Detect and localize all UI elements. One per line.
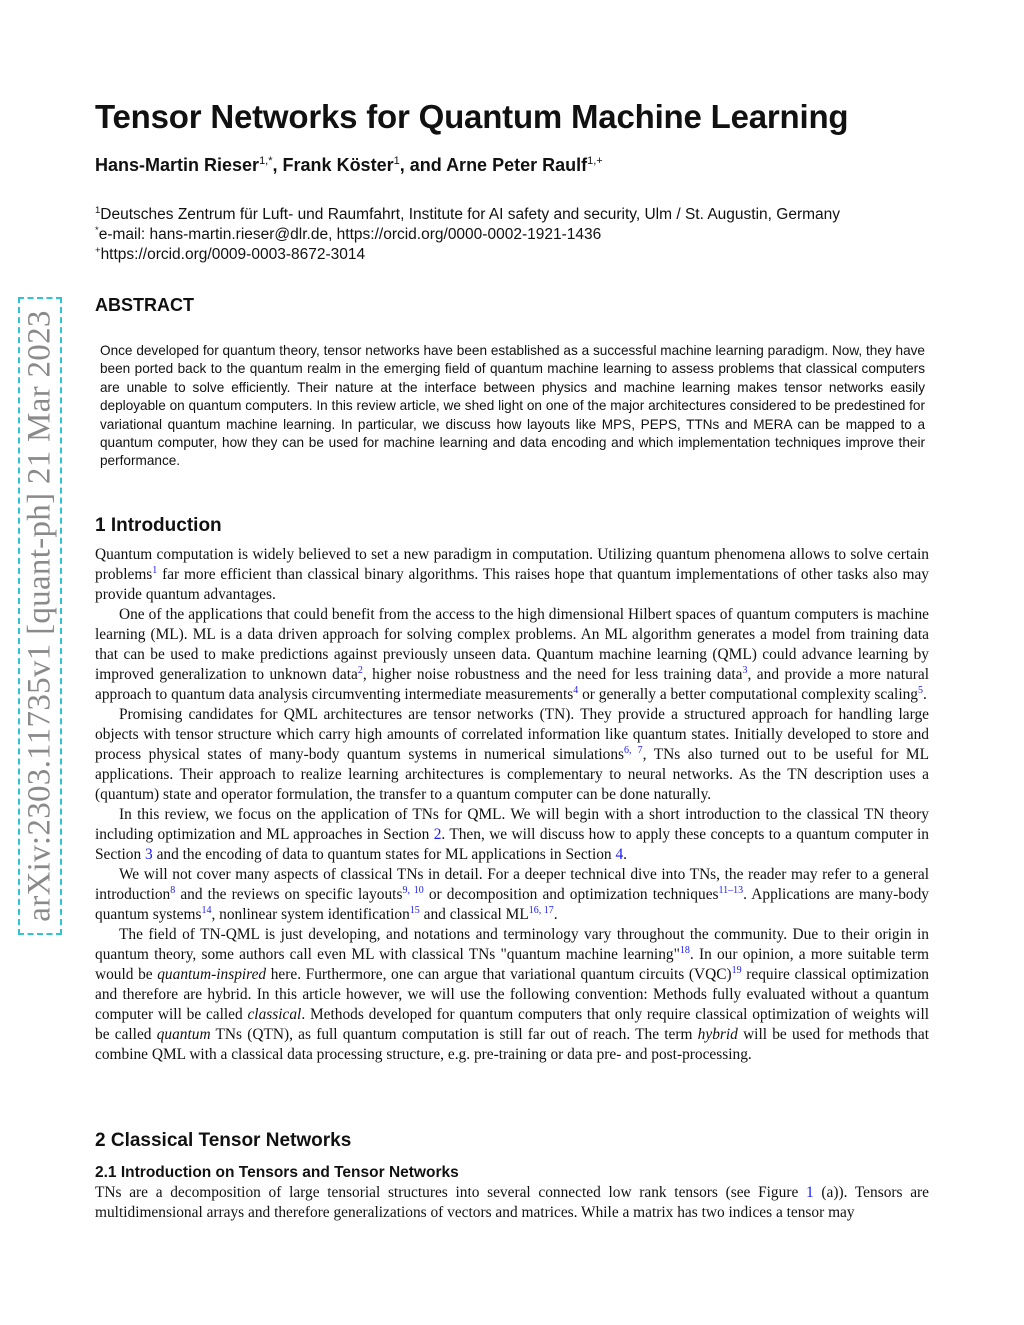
citation-link[interactable]: 2 xyxy=(357,664,363,676)
affiliation-mark: + xyxy=(95,245,101,256)
paper-title: Tensor Networks for Quantum Machine Learning xyxy=(95,98,849,135)
arxiv-stamp xyxy=(18,297,62,935)
section-heading-introduction: 1 Introduction xyxy=(95,515,222,536)
abstract-text: Once developed for quantum theory, tensor networks have been established as a successful machine learning paradigm. Now, they have been ported back to the quantum realm in the emerging field of quantum machine learning to assess problems that classical computers are unable to solve efficiently. Their nature at the interface between physics and machine learning makes tensor networks easily deployable on quantum computers. In this review article, we shed light on one of the major architectures considered to be predestined for variational quantum machine learning. In particular, we discuss how layouts like MPS, PEPS, TTNs and MERA can be mapped to a quantum computer, how they can be used for machine learning and data encoding and which implementation techniques improve their performance. xyxy=(100,343,925,469)
citation-link[interactable]: 3 xyxy=(742,664,748,676)
introduction-body xyxy=(95,545,929,1065)
subsection-2-1-body xyxy=(95,1183,929,1223)
orcid-line xyxy=(95,245,365,264)
citation-link[interactable]: 11–13 xyxy=(718,884,744,896)
author-list xyxy=(95,155,603,176)
citation-link[interactable]: 5 xyxy=(918,684,923,696)
orcid-link[interactable]: https://orcid.org/0009-0003-8672-3014 xyxy=(100,246,366,264)
author-affil-mark: 1 xyxy=(393,155,400,167)
citation-link[interactable]: 19 xyxy=(731,964,742,976)
affiliation-text: Deutsches Zentrum für Luft- und Raumfahrt, Institute for AI safety and security, Ulm / St. Augustin, Germany xyxy=(100,206,841,224)
author-name: Arne Peter Raulf xyxy=(446,155,588,175)
figure-link[interactable]: 1 xyxy=(805,1184,814,1201)
citation-link[interactable]: 6, 7 xyxy=(624,744,643,756)
paragraph: Promising candidates for QML architectures are tensor networks (TN). They provide a structured approach for handling large objects with tensor structure which carry high amounts of correlated information like quantum states. Initially developed to store and process physical states of many-body quantum systems in numerical simulations$^{6, 7}$, TNs also turned out to be useful for ML applications. Their approach to realize learning architectures is complementary to neural networks. As the TN description uses a (quantum) state and operator formulation, the transfer to a quantum computer can be done naturally. xyxy=(95,706,930,803)
citation-link[interactable]: 1 xyxy=(152,564,158,576)
author-separator: , and xyxy=(399,155,447,175)
affiliation-line xyxy=(95,205,840,224)
citation-link[interactable]: 16, 17 xyxy=(528,904,554,916)
citation-link[interactable]: 15 xyxy=(409,904,420,916)
arxiv-stamp-text: arXiv:2303.11735v1 [quant-ph] 21 Mar 2023 xyxy=(21,310,58,922)
citation-link[interactable]: 9, 10 xyxy=(402,884,424,896)
author-affil-mark: 1,* xyxy=(259,155,273,167)
citation-link[interactable]: 4 xyxy=(573,684,579,696)
author-name: Frank Köster xyxy=(282,155,394,175)
author-name: Hans-Martin Rieser xyxy=(95,155,260,175)
affiliation-mark: 1 xyxy=(95,205,101,216)
section-link[interactable]: 2 xyxy=(433,826,442,843)
author-separator: , xyxy=(272,155,283,175)
paragraph: The field of TN-QML is just developing, and notations and terminology vary throughout the community. Due to their origin in quantum theory, some authors call even ML with classical TNs "quantum machine learning"$^{18}$. In our opinion, a more suitable term would be quantum-inspired here. Furthermore, one can argue that variational quantum circuits (VQC)$^{19}$ require classical optimization and therefore are hybrid. In this article however, we will use the following convention: Methods fully evaluated without a quantum computer will be called classical. Methods developed for quantum computers that only require classical optimization of weights will be called quantum TNs (QTN), as full quantum computation is still far out of reach. The term hybrid will be used for methods that combine QML with a classical data processing structure, e.g. pre-training or data pre- and post-processing. xyxy=(95,926,929,1063)
emphasis: quantum xyxy=(156,1026,211,1043)
contact-email-text[interactable]: e-mail: hans-martin.rieser@dlr.de, https://orcid.org/0000-0002-1921-1436 xyxy=(98,226,602,244)
subsection-heading-2-1: 2.1 Introduction on Tensors and Tensor Networks xyxy=(95,1164,459,1181)
paragraph: Quantum computation is widely believed to set a new paradigm in computation. Utilizing quantum phenomena allows to solve certain problems$^1$ far more efficient than classical binary algorithms. This raises hope that quantum implementations of other tasks also may provide quantum advantages. xyxy=(95,546,929,603)
section-link[interactable]: 3 xyxy=(145,846,153,863)
section-link[interactable]: 4 xyxy=(615,846,624,863)
affiliation-mark: * xyxy=(95,225,99,236)
abstract-heading: ABSTRACT xyxy=(95,295,194,315)
paragraph: We will not cover many aspects of classical TNs in detail. For a deeper technical dive into TNs, the reader may refer to a general introduction$^8$ and the reviews on specific layouts$^{9, 10}$ or decomposition and optimization techniques$^{11-13}$. Applications are many-body quantum systems$^{14}$, nonlinear system identification$^{15}$ and classical ML$^{16, 17}$. xyxy=(95,866,930,923)
emphasis: classical xyxy=(247,1006,302,1023)
emphasis: quantum-inspired xyxy=(157,966,267,983)
emphasis: hybrid xyxy=(697,1026,738,1043)
paragraph: TNs are a decomposition of large tensorial structures into several connected low rank tensors (see Figure 1 (a)). Tensors are multidimensional arrays and therefore generalizations of vectors and matrices. While a matrix has two indices a tensor may xyxy=(95,1184,929,1221)
paragraph: In this review, we focus on the application of TNs for QML. We will begin with a short introduction to the classical TN theory including optimization and ML approaches in Section 2. Then, we will discuss how to apply these concepts to a quantum computer in Section 3 and the encoding of data to quantum states for ML applications in Section 4. xyxy=(95,806,929,863)
citation-link[interactable]: 14 xyxy=(201,904,212,916)
contact-email-line xyxy=(95,225,601,244)
paragraph: One of the applications that could benefit from the access to the high dimensional Hilbert spaces of quantum computers is machine learning (ML). ML is a data driven approach for solving complex problems. An ML algorithm generates a model from training data that can be used to make predictions against previously unseen data. Quantum machine learning (QML) could advance learning by improved generalization to unknown data$^2$, higher noise robustness and the need for less training data$^3$, and provide a more natural approach to quantum data analysis circumventing intermediate measurements$^4$ or generally a better computational complexity scaling$^5$. xyxy=(95,606,929,703)
citation-link[interactable]: 8 xyxy=(170,884,176,896)
author-affil-mark: 1,+ xyxy=(587,155,603,167)
citation-link[interactable]: 18 xyxy=(679,944,690,956)
section-heading-classical-tensor-networks: 2 Classical Tensor Networks xyxy=(95,1130,352,1151)
